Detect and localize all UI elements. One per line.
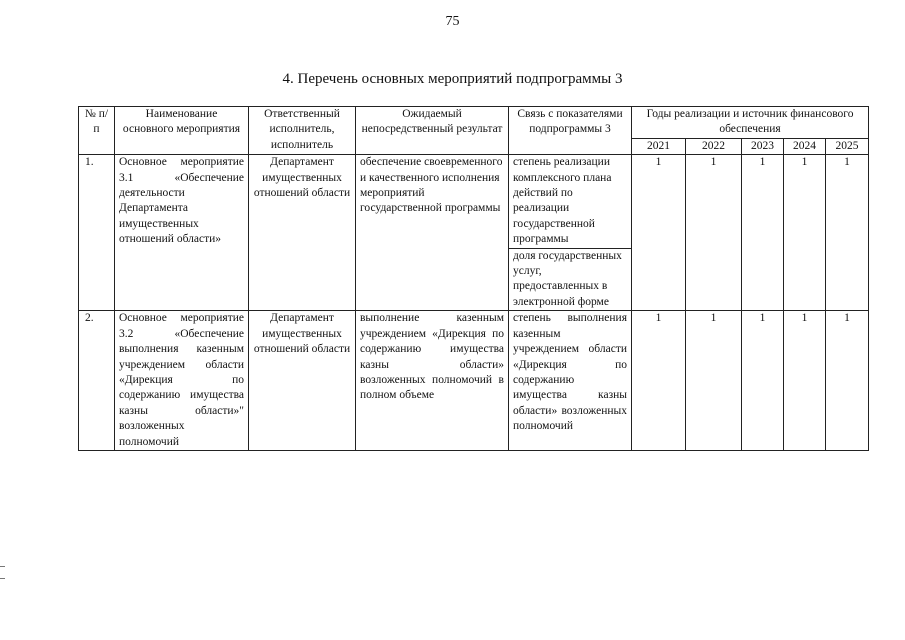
indicators-cell xyxy=(509,155,632,311)
year-value: 1 xyxy=(742,311,784,451)
year-value: 1 xyxy=(632,155,686,311)
row-number: 2. xyxy=(79,311,115,451)
header-year: 2025 xyxy=(826,138,869,154)
header-year: 2024 xyxy=(784,138,826,154)
executor: Департамент имущественных отношений области xyxy=(249,311,356,451)
section-title: 4. Перечень основных мероприятий подпрограммы 3 xyxy=(282,71,623,87)
year-value: 1 xyxy=(784,155,826,311)
margin-mark xyxy=(0,566,5,567)
indicator: доля государственных услуг, предоставленных в электронной форме xyxy=(509,248,631,311)
activities-table xyxy=(78,106,869,451)
table-row xyxy=(79,155,869,311)
header-name: Наименование основного мероприятия xyxy=(115,107,249,155)
header-year: 2023 xyxy=(742,138,784,154)
year-value: 1 xyxy=(826,155,869,311)
year-value: 1 xyxy=(686,155,742,311)
activity-name: Основное мероприятие 3.2 «Обеспечение выполнения казенным учреждением области «Дирекция по содержанию имущества казны области»" возложенных полномочий xyxy=(115,311,249,451)
header-year: 2022 xyxy=(686,138,742,154)
header-row xyxy=(79,107,869,139)
header-years-group: Годы реализации и источник финансового обеспечения xyxy=(632,107,869,139)
year-value: 1 xyxy=(686,311,742,451)
executor: Департамент имущественных отношений области xyxy=(249,155,356,311)
year-value: 1 xyxy=(784,311,826,451)
table-row xyxy=(79,311,869,451)
expected-result: выполнение казенным учреждением «Дирекция по содержанию имущества казны области» возложенных полномочий в полном объеме xyxy=(356,311,509,451)
header-num: № п/п xyxy=(79,107,115,155)
header-result: Ожидаемый непосредственный результат xyxy=(356,107,509,155)
indicator: степень реализации комплексного плана действий по реализации государственной программы xyxy=(513,156,612,246)
header-year: 2021 xyxy=(632,138,686,154)
activity-name: Основное мероприятие 3.1 «Обеспечение деятельности Департамента имущественных отношений области» xyxy=(115,155,249,311)
header-executor: Ответственный исполнитель, исполнитель xyxy=(249,107,356,155)
expected-result: обеспечение своевременного и качественного исполнения мероприятий государственной программы xyxy=(356,155,509,311)
year-value: 1 xyxy=(826,311,869,451)
margin-mark xyxy=(0,578,5,579)
page-number: 75 xyxy=(445,14,460,29)
header-indicators: Связь с показателями подпрограммы 3 xyxy=(509,107,632,155)
indicator: степень выполнения казенным учреждением области «Дирекция по содержанию имущества казны области» возложенных полномочий xyxy=(513,312,627,433)
indicators-cell xyxy=(509,311,632,451)
year-value: 1 xyxy=(742,155,784,311)
year-value: 1 xyxy=(632,311,686,451)
row-number: 1. xyxy=(79,155,115,311)
